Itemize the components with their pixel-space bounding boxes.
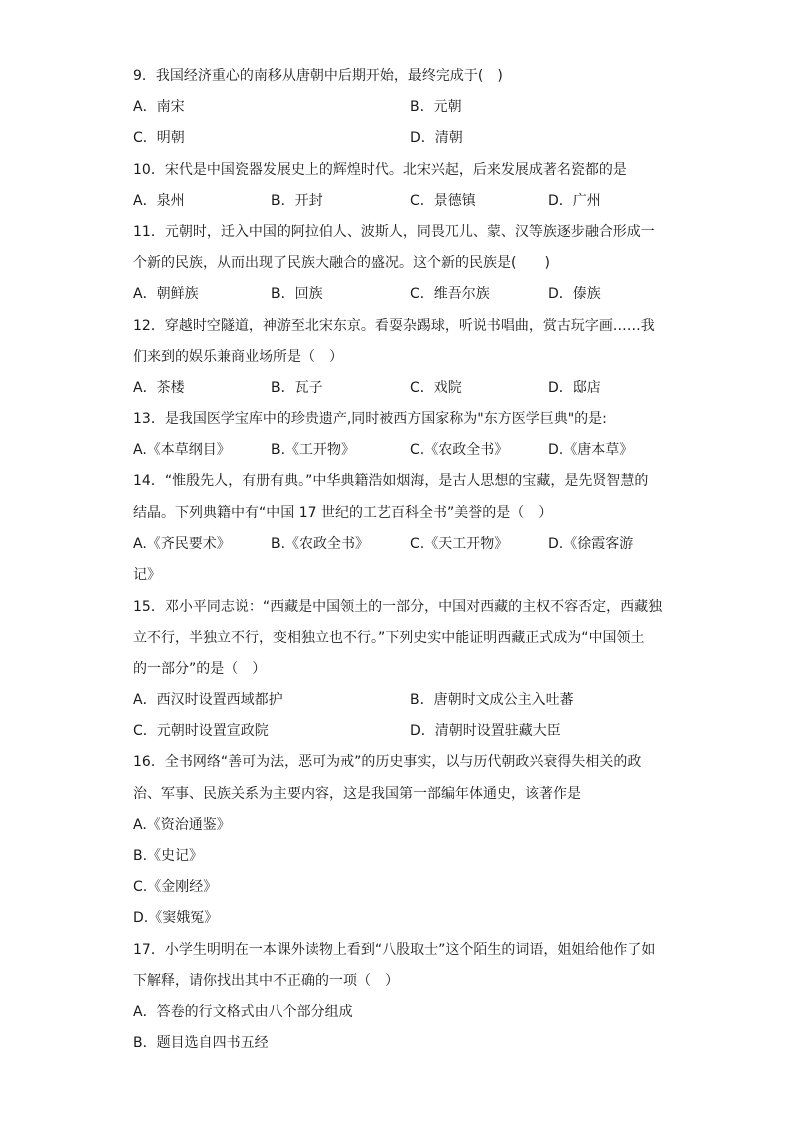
question-16-stem-line-1: 16．全书网络“善可为法，恶可为戒”的历史事实，以与历代朝政兴衰得失相关的政 — [133, 754, 642, 770]
q9-option-a: A．南宋 — [133, 99, 185, 115]
question-9-stem: 9．我国经济重心的南移从唐朝中后期开始，最终完成于( ) — [133, 68, 503, 84]
q15-option-d: D．清朝时设置驻藏大臣 — [410, 723, 561, 739]
question-12-stem-line-2: 们来到的娱乐兼商业场所是（ ） — [133, 349, 343, 365]
q10-option-c: C．景德镇 — [410, 193, 476, 209]
q13-option-a: A.《本草纲目》 — [133, 442, 231, 458]
q12-option-c: C．戏院 — [410, 380, 462, 396]
q9-option-b: B．元朝 — [410, 99, 462, 115]
q14-option-b: B.《农政全书》 — [271, 536, 370, 552]
q15-option-b: B．唐朝时文成公主入吐蕃 — [410, 692, 574, 708]
question-14-stem-line-1: 14．“惟殷先人，有册有典。”中华典籍浩如烟海，是古人思想的宝藏，是先贤智慧的 — [133, 473, 649, 489]
question-11-stem-line-1: 11．元朝时，迁入中国的阿拉伯人、波斯人，同畏兀儿、蒙、汉等族逐步融合形成一 — [133, 224, 655, 240]
question-15-stem-line-3: 的一部分”的是（ ） — [133, 661, 267, 677]
question-13-stem: 13．是我国医学宝库中的珍贵遗产,同时被西方国家称为"东方医学巨典"的是: — [133, 411, 607, 427]
q17-option-b: B．题目选自四书五经 — [133, 1035, 269, 1051]
question-17-stem-line-1: 17．小学生明明在一本课外读物上看到“八股取士”这个陌生的词语，姐姐给他作了如 — [133, 942, 656, 958]
q17-option-a: A．答卷的行文格式由八个部分组成 — [133, 1004, 353, 1020]
question-14-stem-line-2: 结晶。下列典籍中有“中国 17 世纪的工艺百科全书”美誉的是（ ） — [133, 505, 553, 521]
q15-option-a: A．西汉时设置西域都护 — [133, 692, 283, 708]
q16-option-c: C.《金刚经》 — [133, 879, 218, 895]
q11-option-b: B．回族 — [271, 286, 323, 302]
q13-option-c: C.《农政全书》 — [410, 442, 509, 458]
q11-option-c: C．维吾尔族 — [410, 286, 490, 302]
q12-option-d: D．邸店 — [548, 380, 601, 396]
question-15-stem-line-1: 15．邓小平同志说：“西藏是中国领土的一部分，中国对西藏的主权不容否定，西藏独 — [133, 599, 663, 615]
q10-option-a: A．泉州 — [133, 193, 185, 209]
q14-option-d-continued: 记》 — [133, 567, 161, 583]
q10-option-d: D．广州 — [548, 193, 601, 209]
q14-option-d: D.《徐霞客游 — [548, 536, 634, 552]
q9-option-d: D．清朝 — [410, 130, 463, 146]
question-11-stem-line-2: 个新的民族，从而出现了民族大融合的盛况。这个新的民族是( ) — [133, 255, 550, 271]
question-17-stem-line-2: 下解释，请你找出其中不正确的一项（ ） — [133, 973, 399, 989]
q14-option-c: C.《天工开物》 — [410, 536, 509, 552]
question-16-stem-line-2: 治、军事、民族关系为主要内容，这是我国第一部编年体通史，该著作是 — [133, 786, 581, 802]
q16-option-a: A.《资治通鉴》 — [133, 817, 231, 833]
question-12-stem-line-1: 12．穿越时空隧道，神游至北宋东京。看耍杂踢球，听说书唱曲，赏古玩字画……我 — [133, 318, 655, 334]
q16-option-b: B.《史记》 — [133, 848, 204, 864]
q16-option-d: D.《窦娥冤》 — [133, 910, 219, 926]
question-15-stem-line-2: 立不行，半独立不行，变相独立也不行。”下列史实中能证明西藏正式成为“中国领土 — [133, 630, 645, 646]
q9-option-c: C．明朝 — [133, 130, 185, 146]
q13-option-b: B.《工开物》 — [271, 442, 356, 458]
q13-option-d: D.《唐本草》 — [548, 442, 634, 458]
q11-option-d: D．傣族 — [548, 286, 601, 302]
q10-option-b: B．开封 — [271, 193, 323, 209]
q14-option-a: A.《齐民要术》 — [133, 536, 231, 552]
q11-option-a: A．朝鲜族 — [133, 286, 199, 302]
question-10-stem: 10．宋代是中国瓷器发展史上的辉煌时代。北宋兴起，后来发展成著名瓷都的是 — [133, 162, 627, 178]
q15-option-c: C．元朝时设置宣政院 — [133, 723, 269, 739]
q12-option-a: A．茶楼 — [133, 380, 185, 396]
q12-option-b: B．瓦子 — [271, 380, 323, 396]
